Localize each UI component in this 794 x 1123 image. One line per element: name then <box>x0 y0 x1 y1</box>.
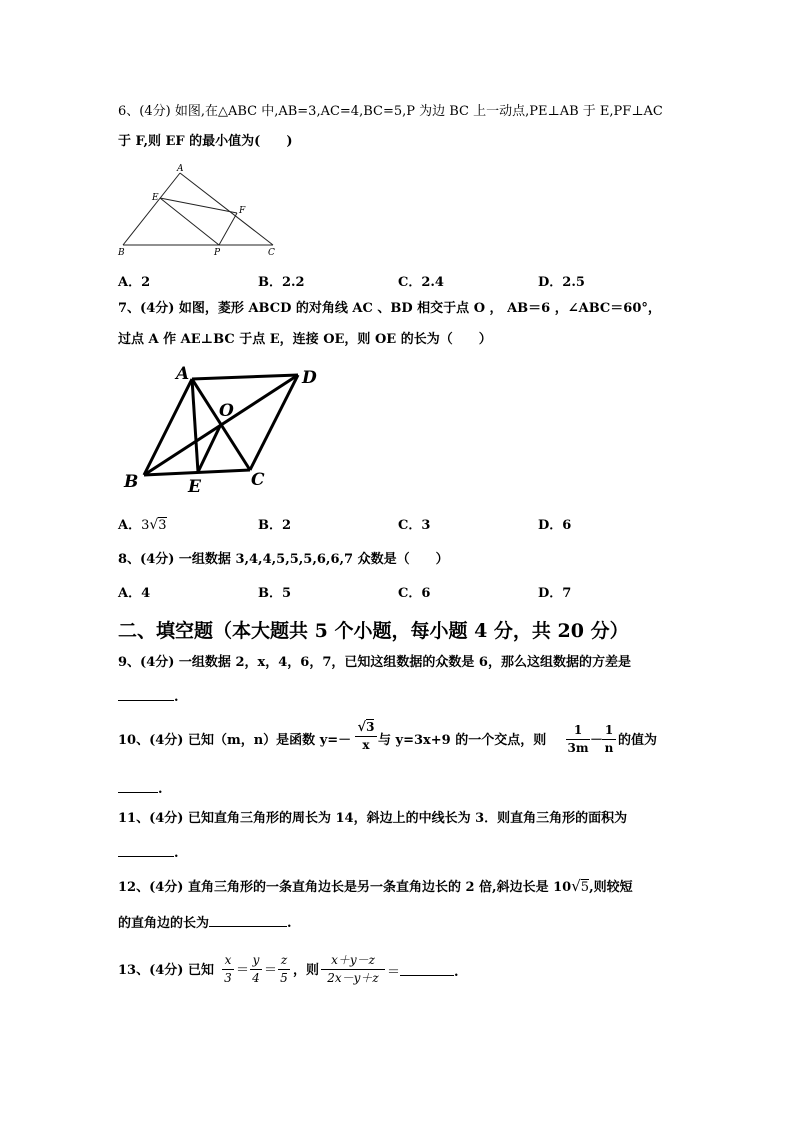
q8-option-c[interactable]: C．6 <box>398 586 431 601</box>
q7-label-e: E <box>188 477 201 497</box>
q7-option-a-coef: 3 <box>141 518 150 533</box>
sqrt-icon: √ <box>571 877 581 895</box>
q13-eq-3: ＝ <box>387 965 401 980</box>
q13-f2d: 4 <box>252 971 260 985</box>
q6-label-a: A <box>177 164 184 174</box>
q10-minus: － <box>590 733 604 748</box>
q10-fraction-3 <box>602 724 616 755</box>
q6-option-b[interactable]: B．2.2 <box>258 275 305 290</box>
q6-label-e: E <box>152 193 159 203</box>
q13-text-prefix: 13、(4分) 已知 <box>118 963 214 978</box>
q13-answer-blank[interactable] <box>387 963 459 981</box>
q7-rhombus-figure <box>118 360 328 495</box>
q12-text-line1b: ,则较短 <box>589 880 633 895</box>
section-heading: 二、填空题（本大题共 5 个小题，每小题 4 分，共 20 分） <box>118 620 629 642</box>
q13-f1d: 3 <box>224 971 232 985</box>
q7-option-a[interactable] <box>118 514 167 533</box>
q7-text-line2: 过点 A 作 AE⊥BC 于点 E，连接 OE，则 OE 的长为（ ） <box>118 332 492 347</box>
q13-text-comma: ，则 <box>293 963 320 978</box>
q10-text-suffix: 的值为 <box>618 733 658 748</box>
q13-eq-1: ＝ <box>236 963 250 978</box>
q6-option-c[interactable]: C．2.4 <box>398 275 444 290</box>
q13-end: . <box>454 965 459 980</box>
q7-option-d[interactable]: D．6 <box>538 518 572 533</box>
q8-option-b[interactable]: B．5 <box>258 586 292 601</box>
q12-text-line2 <box>118 914 292 932</box>
q10-frac2-num: 1 <box>573 723 583 737</box>
q10-text-prefix: 10、(4分) 已知（m，n）是函数 y=－ <box>118 733 352 748</box>
q12-text-line1a: 12、(4分) 直角三角形的一条直角边长是另一条直角边长的 2 倍,斜边长是 10 <box>118 880 572 895</box>
q7-label-b: B <box>124 472 139 492</box>
q7-option-a-radicand: 3 <box>158 518 167 533</box>
q10-fraction-1: √3 x <box>355 721 377 752</box>
q10-fraction-2 <box>566 724 590 755</box>
q13-fraction-z5 <box>278 954 290 985</box>
q10-frac1-num: 3 <box>366 720 375 734</box>
sqrt-icon: √ <box>149 517 159 533</box>
q12-end: . <box>287 916 292 931</box>
q10-answer-blank[interactable] <box>118 780 163 798</box>
q12-radicand: 5 <box>580 880 590 895</box>
q8-option-d[interactable]: D．7 <box>538 586 572 601</box>
q7-option-b[interactable]: B．2 <box>258 518 292 533</box>
q9-end: . <box>174 690 179 705</box>
q6-option-d[interactable]: D．2.5 <box>538 275 585 290</box>
q13-f2n: y <box>252 953 260 967</box>
q10-frac3-den: n <box>604 741 614 755</box>
q9-text-line1: 9、(4分) 一组数据 2，x，4，6，7，已知这组数据的众数是 6，那么这组数据的方差是 <box>118 655 631 670</box>
q12-line2-label: 的直角边的长为 <box>118 916 210 931</box>
q6-triangle-figure <box>115 160 290 262</box>
q11-text-line1: 11、(4分) 已知直角三角形的周长为 14，斜边上的中线长为 3．则直角三角形的面积为 <box>118 811 628 826</box>
q13-fraction-x3 <box>222 954 234 985</box>
q10-end: . <box>158 782 163 797</box>
q13-fraction-main <box>321 954 385 985</box>
q7-label-a: A <box>176 364 190 384</box>
q13-f1n: x <box>224 953 232 967</box>
q6-option-a[interactable]: A．2 <box>118 275 151 290</box>
q13-fraction-y4 <box>250 954 262 985</box>
q8-text-line1: 8、(4分) 一组数据 3,4,4,5,5,5,6,6,7 众数是（ ） <box>118 552 449 567</box>
q10-frac2-den: 3m <box>567 741 589 755</box>
q13-f3n: z <box>280 953 288 967</box>
q13-f3d: 5 <box>280 971 288 985</box>
q7-text-line1: 7、(4分) 如图，菱形 ABCD 的对角线 AC 、BD 相交于点 O ， AB＝6 ，∠ABC＝60°， <box>118 301 661 316</box>
q10-text-mid: 与 y=3x+9 的一个交点，则 <box>378 733 547 748</box>
q13-f4n: x＋y－z <box>331 953 375 967</box>
q9-answer-blank[interactable] <box>118 688 179 706</box>
q6-label-p: P <box>214 248 221 258</box>
q12-text-line1 <box>118 878 633 896</box>
q11-end: . <box>174 846 179 861</box>
q6-text-line2: 于 F,则 EF 的最小值为( ) <box>118 134 293 149</box>
q7-option-c[interactable]: C．3 <box>398 518 431 533</box>
q10-frac1-den: x <box>362 738 370 752</box>
q6-label-c: C <box>268 248 275 258</box>
q13-eq-2: ＝ <box>264 963 278 978</box>
q7-label-c: C <box>251 470 265 490</box>
q6-label-b: B <box>118 248 125 258</box>
q6-text-line1: 6、(4分) 如图,在△ABC 中,AB=3,AC=4,BC=5,P 为边 BC 上一动点,PE⊥AB 于 E,PF⊥AC <box>118 104 663 119</box>
q6-label-f: F <box>239 206 246 216</box>
q13-f4d: 2x－y＋z <box>327 971 379 985</box>
q8-option-a[interactable]: A．4 <box>118 586 151 601</box>
q10-frac3-num: 1 <box>604 723 614 737</box>
q7-label-o: O <box>219 401 234 421</box>
q11-answer-blank[interactable] <box>118 844 179 862</box>
q12-answer-blank[interactable] <box>209 914 287 927</box>
q7-label-d: D <box>302 368 317 388</box>
q7-option-a-prefix: A． <box>118 518 142 533</box>
